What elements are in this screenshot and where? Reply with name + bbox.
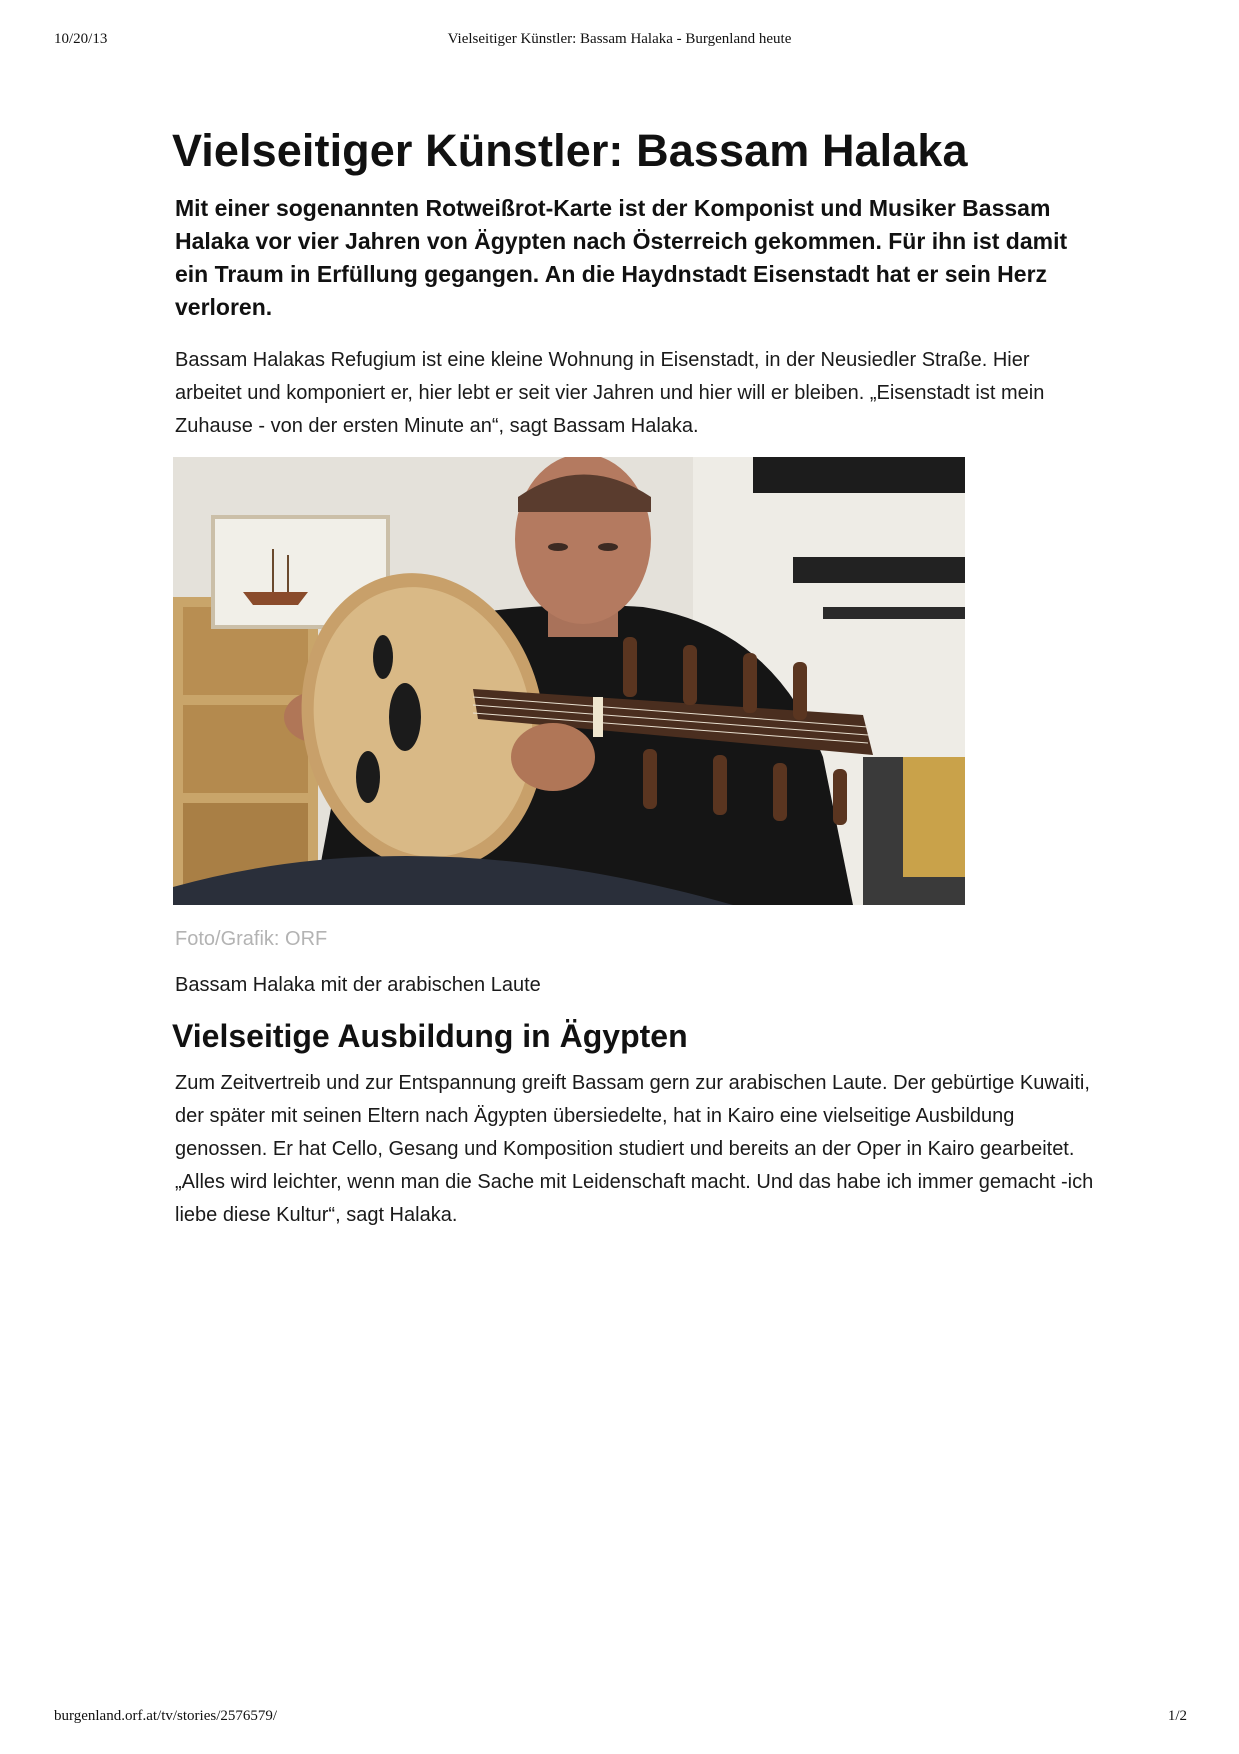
article-subheading: Vielseitige Ausbildung in Ägypten: [172, 1018, 688, 1054]
print-page-number: 1/2: [1167, 1708, 1187, 1724]
article-photo: [173, 457, 965, 905]
article-lead: Mit einer sogenannten Rotweißrot-Karte ist der Komponist und Musiker Bassam Halaka vor vier Jahren von Ägypten nach Österreich gekommen. Für ihn ist damit ein Traum in Erfüllung gegangen. An die Haydnstadt Eisenstadt hat er sein Herz verloren.: [175, 195, 1068, 320]
article-paragraph: Zum Zeitvertreib und zur Entspannung greift Bassam gern zur arabischen Laute. Der gebürtige Kuwaiti, der später mit seinen Eltern nach Ägypten übersiedelte, hat in Kairo eine vielseitige Ausbildung genossen. Er hat Cello, Gesang und Komposition studiert und bereits an der Oper in Kairo gearbeitet. „Alles wird leichter, wenn man die Sache mit Leidenschaft macht. Und das habe ich immer gemacht -ich liebe diese Kultur“, sagt Halaka.: [175, 1072, 1094, 1227]
oud-player-illustration: [173, 457, 965, 905]
article-title: Vielseitiger Künstler: Bassam Halaka: [172, 125, 968, 176]
print-page-title: Vielseitiger Künstler: Bassam Halaka - Burgenland heute: [447, 31, 792, 47]
article-paragraph: Bassam Halakas Refugium ist eine kleine Wohnung in Eisenstadt, in der Neusiedler Straße. Hier arbeitet und komponiert er, hier lebt er seit vier Jahren und hier will er bleiben. „Eisenstadt ist mein Zuhause - von der ersten Minute an“, sagt Bassam Halaka.: [175, 349, 1045, 437]
article: [172, 124, 1097, 1246]
photo-credit: Foto/Grafik: ORF: [175, 928, 328, 950]
print-date: 10/20/13: [54, 31, 108, 47]
print-url: burgenland.orf.at/tv/stories/2576579/: [54, 1708, 278, 1724]
photo-caption: Bassam Halaka mit der arabischen Laute: [175, 974, 541, 996]
